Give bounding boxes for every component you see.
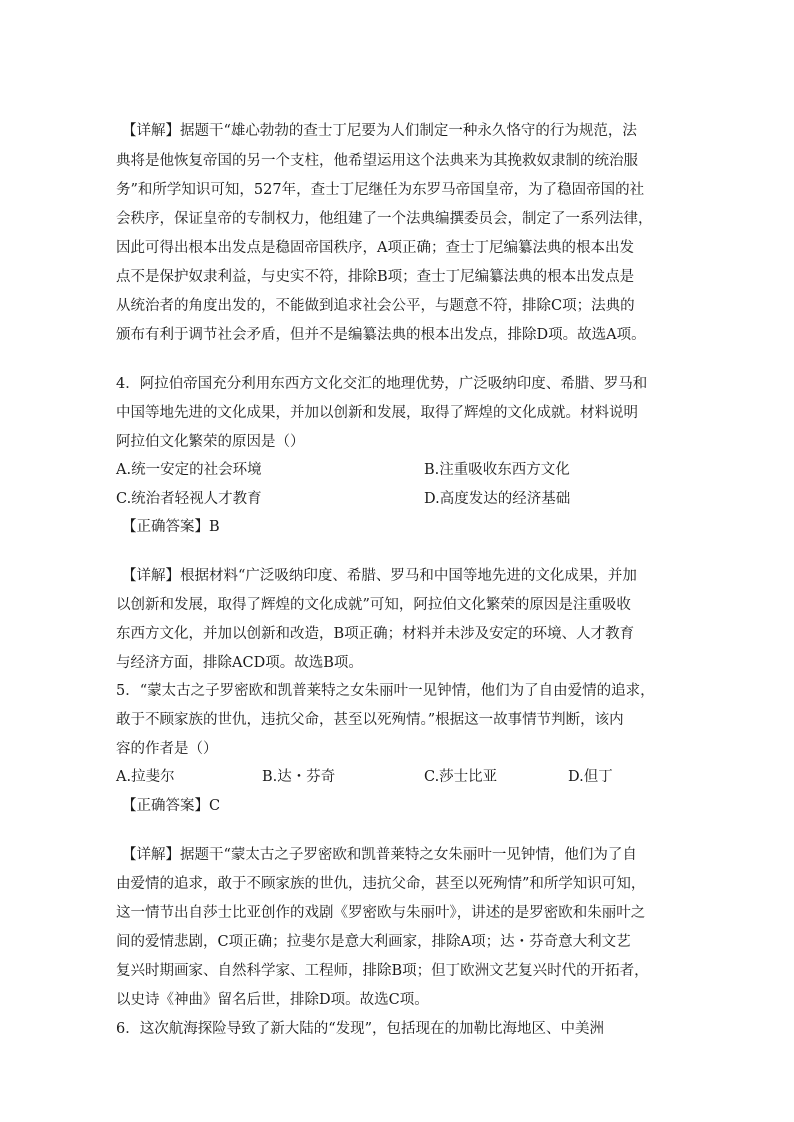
q4-option-d: D.高度发达的经济基础 bbox=[424, 491, 571, 507]
q4-option-c: C.统治者轻视人才教育 bbox=[116, 491, 262, 507]
q5-option-b: B.达・芬奇 bbox=[262, 769, 336, 785]
q4-option-b: B.注重吸收东西方文化 bbox=[424, 462, 570, 478]
q4-stem-line-2: 中国等地先进的文化成果，并加以创新和发展，取得了辉煌的文化成就。材料说明 bbox=[116, 405, 638, 421]
q3-detail-line-8: 颁布有利于调节社会矛盾，但并不是编纂法典的根本出发点，排除D项。故选A项。 bbox=[116, 327, 646, 343]
q3-detail-line-3: 务”和所学知识可知，527年，查士丁尼继任为东罗马帝国皇帝，为了稳固帝国的社 bbox=[116, 182, 645, 198]
q5-detail-line-3: 这一情节出自莎士比亚创作的戏剧《罗密欧与朱丽叶》，讲述的是罗密欧和朱丽叶之 bbox=[116, 905, 646, 921]
q3-detail-line-2: 典将是他恢复帝国的另一个支柱，他希望运用这个法典来为其挽救奴隶制的统治服 bbox=[116, 153, 638, 169]
q4-detail-line-2: 以创新和发展，取得了辉煌的文化成就”可知，阿拉伯文化繁荣的原因是注重吸收 bbox=[116, 597, 631, 613]
q4-detail-line-1: 【详解】根据材料“广泛吸纳印度、希腊、罗马和中国等地先进的文化成果，并加 bbox=[122, 568, 637, 584]
q4-detail-line-4: 与经济方面，排除ACD项。故选B项。 bbox=[116, 655, 363, 671]
q5-detail-line-2: 由爱情的追求，敢于不顾家族的世仇，违抗父命，甚至以死殉情”和所学知识可知， bbox=[116, 876, 646, 892]
q3-detail-line-1: 【详解】据题干“雄心勃勃的查士丁尼要为人们制定一种永久恪守的行为规范，法 bbox=[122, 123, 637, 139]
q5-stem-line-3: 容的作者是（） bbox=[116, 741, 218, 757]
q6-stem-line-1: 6．这次航海探险导致了新大陆的“发现”，包括现在的加勒比海地区、中美洲 bbox=[116, 1021, 605, 1037]
q4-stem-line-1: 4．阿拉伯帝国充分利用东西方文化交汇的地理优势，广泛吸纳印度、希腊、罗马和 bbox=[116, 376, 648, 392]
q5-stem-line-1: 5．“蒙太古之子罗密欧和凯普莱特之女朱丽叶一见钟情，他们为了自由爱情的追求， bbox=[116, 683, 655, 699]
q5-detail-line-4: 间的爱情悲剧，C项正确；拉斐尔是意大利画家，排除A项；达・芬奇意大利文艺 bbox=[116, 934, 631, 950]
q5-stem-line-2: 敢于不顾家族的世仇，违抗父命，甚至以死殉情。”根据这一故事情节判断，该内 bbox=[116, 712, 624, 728]
q5-detail-line-6: 以史诗《神曲》留名后世，排除D项。故选C项。 bbox=[116, 992, 429, 1008]
q5-detail-line-5: 复兴时期画家、自然科学家、工程师，排除B项；但丁欧洲文艺复兴时代的开拓者， bbox=[116, 963, 649, 979]
q3-detail-line-7: 从统治者的角度出发的，不能做到追求社会公平，与题意不符，排除C项；法典的 bbox=[116, 298, 635, 314]
q3-detail-line-6: 点不是保护奴隶利益，与史实不符，排除B项；查士丁尼编纂法典的根本出发点是 bbox=[116, 269, 635, 285]
q4-stem-line-3: 阿拉伯文化繁荣的原因是（） bbox=[116, 434, 305, 450]
q3-detail-line-5: 因此可得出根本出发点是稳固帝国秩序，A项正确；查士丁尼编纂法典的根本出发 bbox=[116, 240, 634, 256]
q4-detail-line-3: 东西方文化，并加以创新和改造，B项正确；材料并未涉及安定的环境、人才教育 bbox=[116, 626, 635, 642]
q5-option-d: D.但丁 bbox=[568, 769, 613, 785]
q5-option-c: C.莎士比亚 bbox=[424, 769, 498, 785]
q5-answer: 【正确答案】C bbox=[122, 798, 221, 814]
q3-detail-line-4: 会秩序，保证皇帝的专制权力，他组建了一个法典编撰委员会，制定了一系列法律， bbox=[116, 211, 653, 227]
q5-detail-line-1: 【详解】据题干“蒙太古之子罗密欧和凯普莱特之女朱丽叶一见钟情，他们为了自 bbox=[122, 847, 637, 863]
q4-answer: 【正确答案】B bbox=[122, 519, 220, 535]
q5-option-a: A.拉斐尔 bbox=[116, 769, 175, 785]
q4-option-a: A.统一安定的社会环境 bbox=[116, 462, 262, 478]
